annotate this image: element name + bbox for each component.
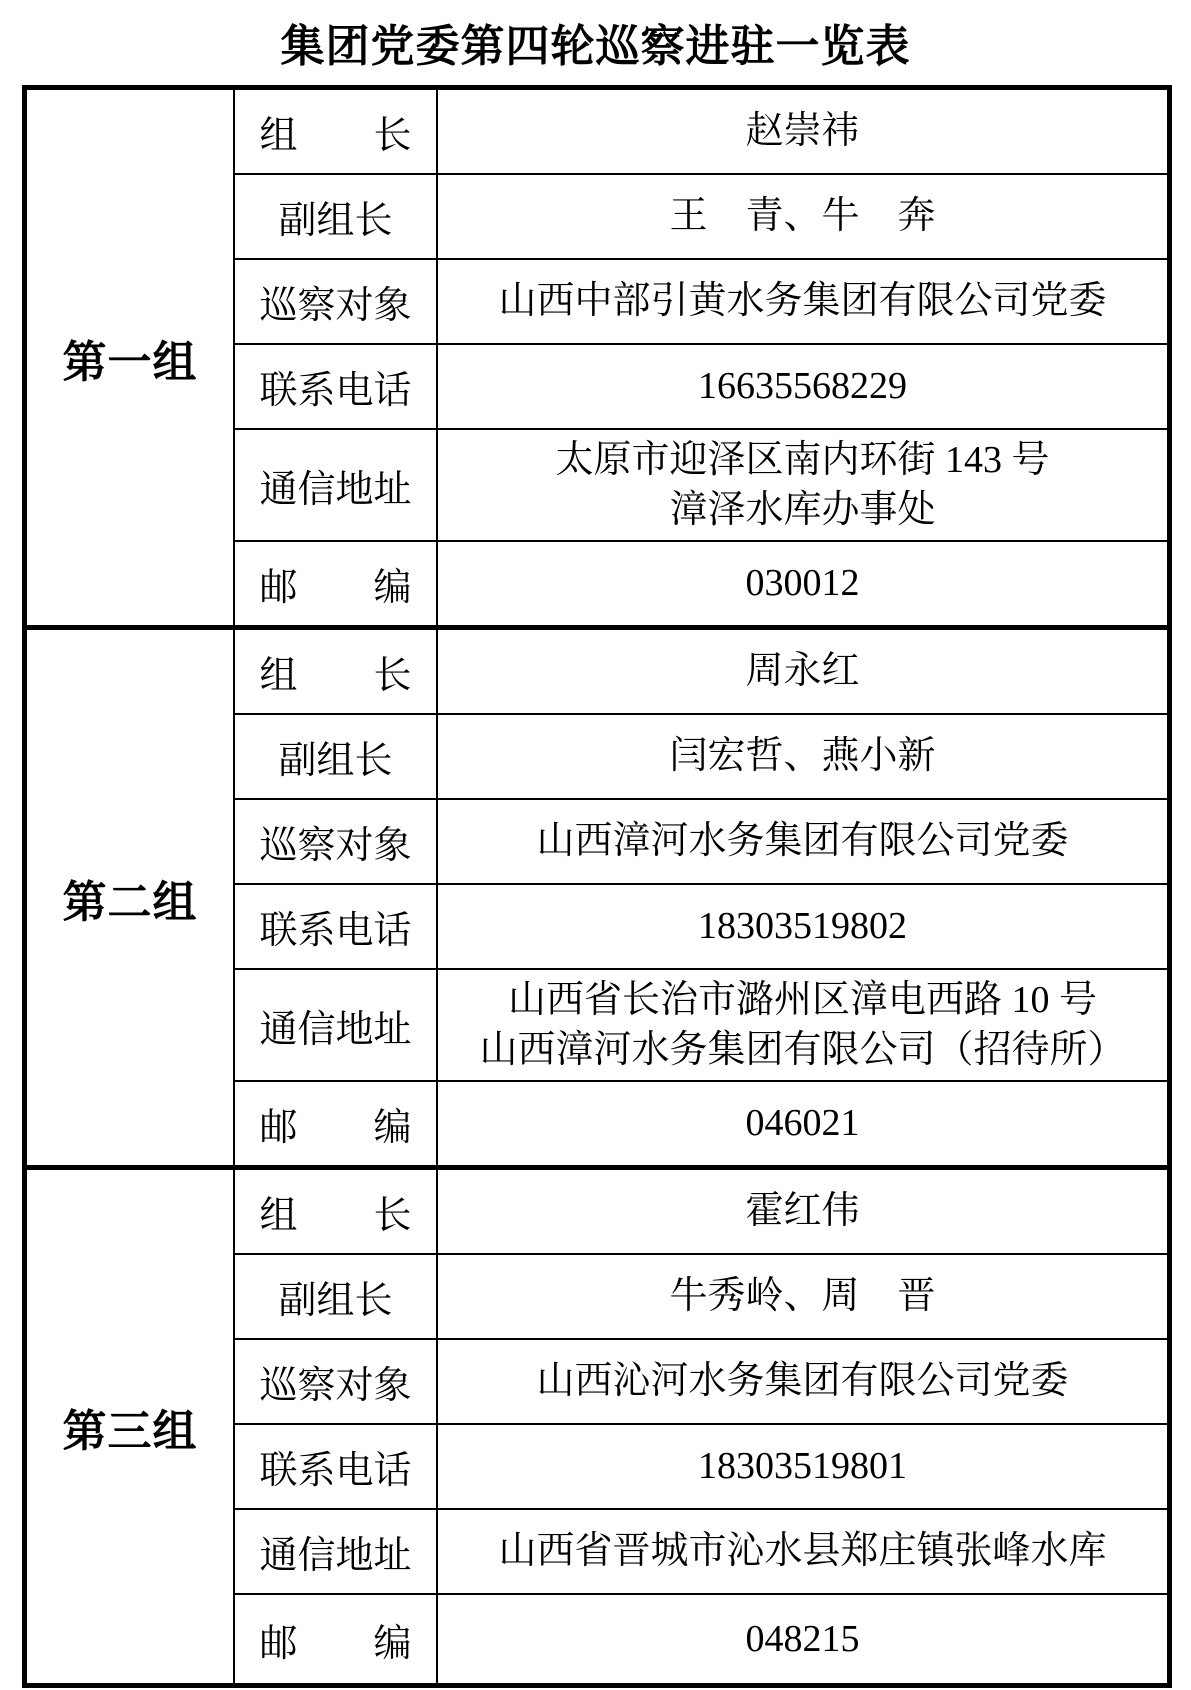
table-row-target: [235, 798, 1167, 883]
row-label-target: 巡察对象: [235, 800, 438, 883]
row-label-deputy: 副组长: [235, 1255, 438, 1338]
group-rows: [235, 90, 1167, 625]
table-row-address: [235, 1508, 1167, 1593]
row-label-postcode: 邮 编: [235, 1082, 438, 1165]
group-rows: [235, 1170, 1167, 1683]
group-name: 第一组: [27, 90, 235, 625]
row-label-deputy: 副组长: [235, 175, 438, 258]
value-phone: 18303519802: [698, 905, 907, 948]
value-postcode: 046021: [745, 1102, 860, 1145]
row-label-target: 巡察对象: [235, 260, 438, 343]
row-label-target: 巡察对象: [235, 1340, 438, 1423]
table-row-leader: [235, 1170, 1167, 1253]
value-deputy: 闫宏哲、燕小新: [669, 735, 936, 778]
row-label-address: 通信地址: [235, 970, 438, 1080]
row-label-address: 通信地址: [235, 1510, 438, 1593]
row-label-phone: 联系电话: [235, 885, 438, 968]
value-address: [438, 970, 1167, 1080]
value-phone: 18303519801: [698, 1445, 907, 1488]
table-row-postcode: [235, 1593, 1167, 1683]
table-row-deputy: [235, 1253, 1167, 1338]
value-target: 山西中部引黄水务集团有限公司党委: [498, 280, 1107, 323]
row-label-phone: 联系电话: [235, 1425, 438, 1508]
row-label-postcode: 邮 编: [235, 1595, 438, 1683]
table-row-phone: [235, 343, 1167, 428]
table-row-target: [235, 1338, 1167, 1423]
table-row-leader: [235, 630, 1167, 713]
address-line: 太原市迎泽区南内环街 143 号: [555, 438, 1050, 481]
group-name: 第二组: [27, 630, 235, 1165]
value-leader: 赵崇祎: [745, 110, 860, 153]
value-target: 山西漳河水务集团有限公司党委: [536, 820, 1069, 863]
address-line: 山西省长治市潞州区漳电西路 10 号: [507, 978, 1097, 1021]
address-line: 山西省晋城市沁水县郑庄镇张峰水库: [498, 1530, 1107, 1573]
row-label-postcode: 邮 编: [235, 542, 438, 625]
group-block-3: [27, 1165, 1167, 1683]
value-phone: 16635568229: [698, 365, 907, 408]
table-row-deputy: [235, 173, 1167, 258]
table-row-deputy: [235, 713, 1167, 798]
row-label-leader: 组 长: [235, 90, 438, 173]
row-label-leader: 组 长: [235, 630, 438, 713]
inspection-table: [22, 85, 1172, 1688]
table-row-target: [235, 258, 1167, 343]
value-leader: 霍红伟: [745, 1190, 860, 1233]
value-deputy: 牛秀岭、周 晋: [669, 1275, 936, 1318]
address-line: 漳泽水库办事处: [669, 489, 936, 531]
value-postcode: 030012: [745, 562, 860, 605]
value-address: [438, 430, 1167, 540]
address-line: 山西漳河水务集团有限公司（招待所）: [479, 1029, 1126, 1071]
group-block-2: [27, 625, 1167, 1165]
table-row-address: [235, 968, 1167, 1080]
table-row-phone: [235, 883, 1167, 968]
table-row-address: [235, 428, 1167, 540]
page-title: 集团党委第四轮巡察进驻一览表: [280, 22, 911, 71]
row-label-address: 通信地址: [235, 430, 438, 540]
table-row-postcode: [235, 540, 1167, 625]
row-label-leader: 组 长: [235, 1170, 438, 1253]
group-rows: [235, 630, 1167, 1165]
value-deputy: 王 青、牛 奔: [669, 195, 936, 238]
group-name: 第三组: [27, 1170, 235, 1683]
row-label-deputy: 副组长: [235, 715, 438, 798]
table-row-leader: [235, 90, 1167, 173]
value-target: 山西沁河水务集团有限公司党委: [536, 1360, 1069, 1403]
value-leader: 周永红: [745, 650, 860, 693]
value-postcode: 048215: [745, 1617, 860, 1660]
table-row-phone: [235, 1423, 1167, 1508]
group-block-1: [27, 90, 1167, 625]
row-label-phone: 联系电话: [235, 345, 438, 428]
value-address: [438, 1510, 1167, 1593]
table-row-postcode: [235, 1080, 1167, 1165]
